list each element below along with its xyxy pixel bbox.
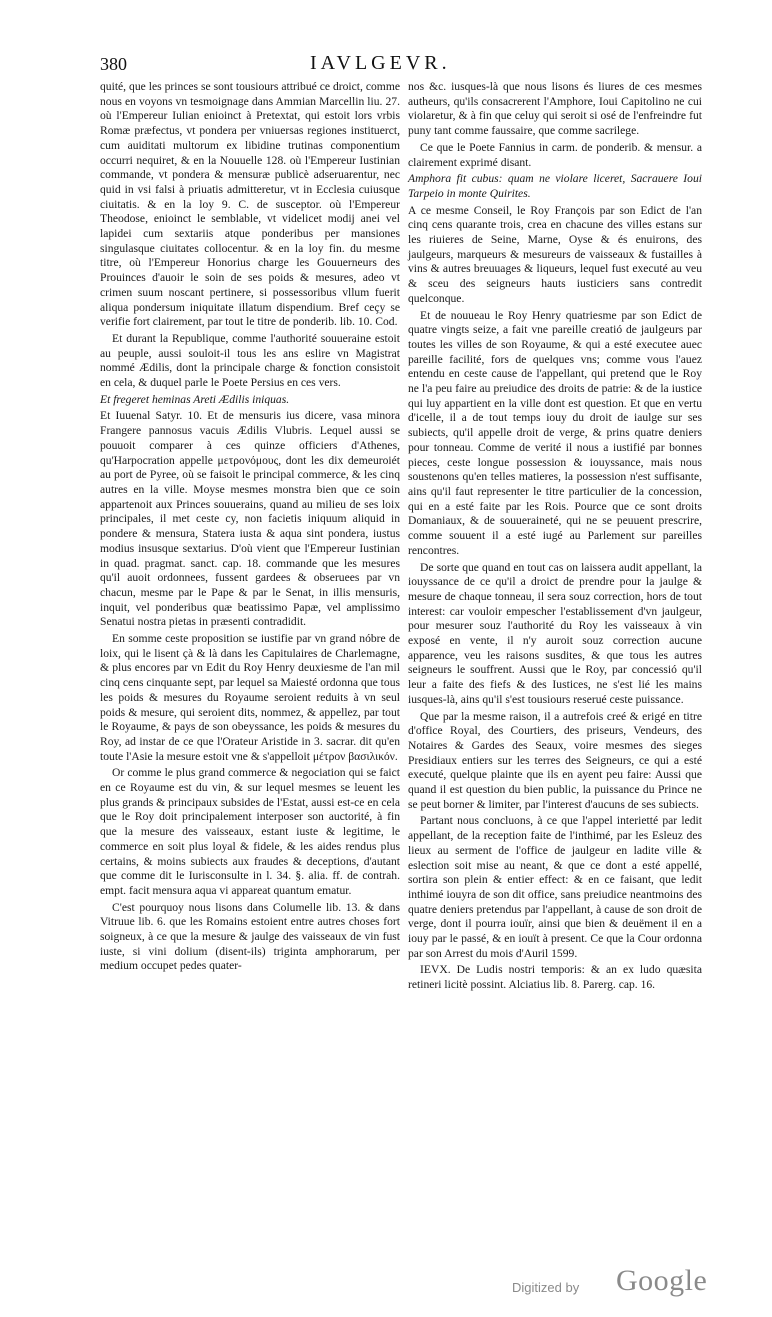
paragraph: Ce que le Poete Fannius in carm. de ponderib. & mensur. a clairement exprimé disant. <box>408 140 702 169</box>
running-title: IAVLGEVR. <box>310 52 451 74</box>
paragraph: Que par la mesme raison, il a autrefois creé & erigé en titre d'office Royal, des Courtiers, des priseurs, Vendeurs, des Notaires & Gardes des Seaux, voire mesmes des sieges Presidiaux entiers sur les terres des Seigneurs, ce qui a esté executé, quelque plainte que ils en ayent peu faire: Aussi que quand il est question du bien public, la puissance du Prince ne se peut borner & limiter, par l'interest d'aucuns de ses subiects. <box>408 709 702 811</box>
left-column <box>100 80 400 976</box>
paragraph: Et de nouueau le Roy Henry quatriesme par son Edict de quatre vingts seize, a fait vne pareille creatió de jaulgeurs par toutes les villes de son Royaume, & qui a esté executee auec pareille facilité, fors de quelques vns; comme vous l'auez entendu en ceste cause de l'appellant, qui pretend que le Roy ne l'a peu faire au preiudice des droits de patrie: & de la iustice qui luy appartient en la ville dont est question. Et que en vertu d'icelle, il a de tout temps iouy du droit de iaulge sur ses subiects, qu'il appelle droit de verge, & prins quatre deniers pour tonneau. Comme de verité il nous a iustifié par bonnes pieces, ceste longue possession & iouyssance, mais nous soustenons qu'en telles matieres, la possession n'est suffisante, ains qu'il faut representer le titre particulier de la concession, qui en a esté faite par les Rois. Pource que ce sont droits Domaniaux, & de souueraineté, qui ne se peuuent prescrire, comme souuent il a esté iugé au Parlement sur pareilles rencontres. <box>408 308 702 557</box>
paragraph: IEVX. De Ludis nostri temporis: & an ex ludo quæsita retineri licitè possint. Alciatius lib. 8. Parerg. cap. 16. <box>408 963 702 992</box>
watermark-prefix: Digitized by <box>512 1280 580 1295</box>
paragraph: C'est pourquoy nous lisons dans Columelle lib. 13. & dans Vitruue lib. 6. que les Romains estoient entre autres choses fort soigneux, à ce que la mesure & jaulge des vaisseaux de vin fust iuste, si vini dolium (disent-ils) triginta amphorarum, per medium occupet pedes quater- <box>100 900 400 973</box>
page-header <box>100 52 702 80</box>
paragraph: Et Iuuenal Satyr. 10. Et de mensuris ius dicere, vasa minora Frangere pannosus vacuis Ædilis Vlubris. Lequel aussi se pouuoit comparer à ces quinze officiers d'Athenes, qu'Harpocration appelle μετρονόμους, dont les dix demeuroiét au port de Pyree, où se faisoit le principal commerce, & les cinq autres en la ville. Moyse mesmes monstra bien que ce soin appartenoit aux Princes souuerains, quand au milieu de ses loix principales, il met ceste cy, non facietis iniquum aliquid in pondere & mensura, Statera iusta & aqua sint pondera, iustus modius insusque sextarius. D'où vient que l'Empereur Iustinian in quad. pragmat. sanct. cap. 18. commande que les mesures qu'il auoit ordonnees, fussent gardees & obseruees par vn chacun, mesme par le Pape & par le Senat, in illis mensuris, inquit, vel ponderibus quæ beatissimo Papæ, vel amplissimo Senatui nostra pietas in præsenti contradidit. <box>100 409 400 629</box>
paragraph: Or comme le plus grand commerce & negociation qui se faict en ce Royaume est du vin, & sur lequel mesmes se leuent les plus grands & principaux subsides de l'Estat, aussi est-ce en cela que le Roy doit principalement interposer son auctorité, à fin que la mesure des vaisseaux, estant iuste & legitime, le commerce en soit plus loyal & fidele, & les aides rendus plus certains, & moins subiects aux fraudes & deceptions, d'autant que comme dit le Iurisconsulte in l. 34. §. alia. ff. de contrah. empt. facit mensura aqua vi appareat quantum ematur. <box>100 766 400 897</box>
paragraph: Et durant la Republique, comme l'authorité souueraine estoit au peuple, aussi souloit-il tous les ans eslire vn Magistrat nommé Ædilis, dont la principale charge & fonction consistoit en cela, & duquel parle le Poete Persius en ces vers. <box>100 331 400 390</box>
right-column <box>408 80 702 995</box>
paragraph: En somme ceste proposition se iustifie par vn grand nóbre de loix, qui le lisent çà & là dans les Capitulaires de Charlemagne, & plus encores par vn Edit du Roy Henry deuxiesme de l'an mil cinq cens cinquante sept, par lequel sa Maiesté ordonna que tous les poids & mesures du Royaume seroient reduits à vn seul poids & mesure, qui seroient dits, nommez, & appellez, par tout le Royaume, & pays de son obeyssance, les poids & mesures du Roy, ad instar de ce que l'Orateur Aristide in 3. sacrar. dit qu'en toute l'Asie la mesure estoit vne & s'appelloit μέτρον βασιλικόν. <box>100 632 400 763</box>
paragraph: Partant nous concluons, à ce que l'appel interietté par ledit appellant, de la reception faite de l'inthimé, par les Esleuz des lieux au serment de l'office de jaulgeur en ladite ville & eslection soit mise au neant, & que ce dont a esté appellé, sortira son plein & entier effect: & en ce faisant, que ledit inthimé iouyra de son dit office, sans preiudice neantmoins des quatre deniers pretendus par l'appellant, à cause de son droit de verge, dont il pourra iouïr, ainsi que bien & deuëment il en a iouy par le passé, & en iouït à present. Ce que la Cour ordonna par son Arrest du mois d'Auril 1599. <box>408 814 702 960</box>
page-number: 380 <box>100 54 127 74</box>
verse-quote: Amphora fit cubus: quam ne violare liceret, Sacrauere Ioui Tarpeio in monte Quirites. <box>408 172 702 200</box>
paragraph: A ce mesme Conseil, le Roy François par son Edict de l'an cinq cens quarante trois, crea en chacune des villes estans sur les riuieres de Seine, Marne, Oyse & és enuirons, des jaulgeurs, marqueurs & mesureurs de vaisseaux & fustailles à vins & autres breuuages & liqueurs, lequel fust executé au veu & sceu des seigneurs hauts iusticiers sans contredit quelconque. <box>408 203 702 305</box>
verse-quote: Et fregeret heminas Areti Ædilis iniquas. <box>100 392 290 406</box>
paragraph: quité, que les princes se sont tousiours attribué ce droict, comme nous en voyons vn tesmoignage dans Ammian Marcellin liu. 27. où l'Empereur Iulian enioinct à Pretextat, qui estoit lors vrbis Romæ præfectus, vt pondera per vniuersas regiones instituerct, cum auiditati multorum ex libidine trutinas componentium occurri nequiret, & en la Nouuelle 128. où l'Empereur Iustinian commande, vt pondera & mensuræ publicè adseruarentur, nec quid in vsi falsi à priuatis admitteretur, vt in Ecclesia cuiusque ciuitatis. & en la loy 9. C. de susceptor. où l'Empereur Theodose, enioinct le semblable, vt videlicet modij anei vel lapidei cum sextariis atque ponderibus per mansiones singulasque ciuitates collocentur. & en la loy fin. du mesme titre, où l'Empereur Honorius charge les Gouuerneurs des Prouinces d'auoir le soin de ses poids & mesures, adeo vt crimen suum noscant pertinere, si possessoribus vllum fuerit aliqua pondersum iniquitate illatum dispendium. Bref ceçy se verifie fort clairement, par tout le titre de ponderib. lib. 10. Cod. <box>100 80 400 329</box>
paragraph: De sorte que quand en tout cas on laissera audit appellant, la iouyssance de ce qu'il a droict de prendre pour la jaulge & mesure de chaque tonneau, il sera souz correction, hors de tout interest: car vouloir empescher l'establissement d'vn jaulgeur, pour mesurer souz l'authorité du Roy les vaisseaux à vin exposé en vente, il n'y auroit souz correction aucune apparence, veu les raisons susdites, & que tous les autres seigneurs le souffrent. Aussi que le Roy, par concessió qu'il leur a faite des fiefs & des Iustices, ne s'est lié les mains iusques-là, ains qu'il s'est tousiours reserué ceste puissance. <box>408 560 702 706</box>
google-logo: Google <box>616 1264 708 1297</box>
paragraph: nos &c. iusques-là que nous lisons és liures de ces mesmes autheurs, qu'ils consacrerent l'Amphore, Ioui Capitolino ne cui violaretur, & à fin que celuy qui seroit si osé de l'enfreindre fut puny tant comme faussaire, que comme sacrilege. <box>408 80 702 138</box>
digitized-by-google-watermark <box>512 1262 712 1302</box>
